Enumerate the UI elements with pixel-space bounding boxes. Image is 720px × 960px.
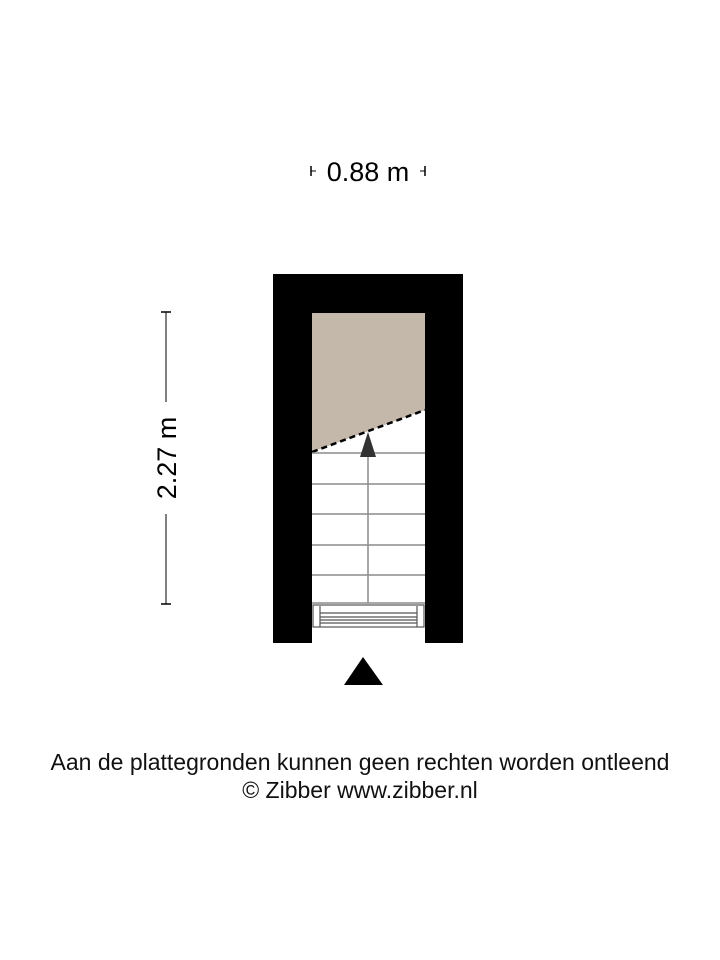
height-dimension-label: 2.27 m <box>152 416 182 500</box>
stair-direction-arrow-icon <box>360 432 376 457</box>
disclaimer-text: Aan de plattegronden kunnen geen rechten worden ontleend <box>50 749 670 775</box>
wall-right <box>425 274 463 643</box>
height-dimension <box>152 312 182 604</box>
threshold-frame <box>313 605 424 627</box>
copyright-text: © Zibber www.zibber.nl <box>242 777 478 803</box>
wall-left <box>273 274 312 643</box>
door-threshold <box>313 605 424 627</box>
width-dimension-label: 0.88 m <box>326 157 410 187</box>
triangle-up-icon <box>344 657 383 685</box>
width-dimension <box>311 157 425 187</box>
